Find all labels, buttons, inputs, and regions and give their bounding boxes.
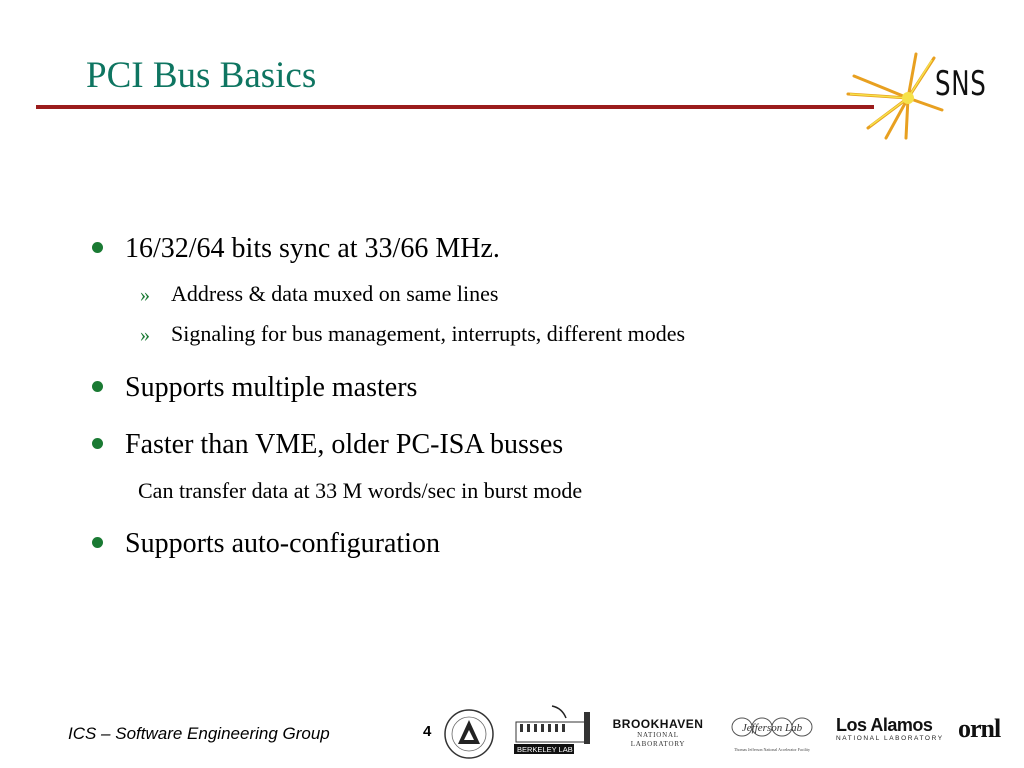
- los-alamos-logo: [836, 716, 944, 742]
- argonne-logo: [444, 706, 494, 762]
- bullet-dot: [92, 242, 103, 253]
- bullet-item: [92, 372, 417, 404]
- bullet-text: Faster than VME, older PC-ISA busses: [125, 429, 564, 460]
- bullet-dot: [92, 537, 103, 548]
- sub-bullet-item: [140, 321, 685, 347]
- los-alamos-name: Los Alamos: [836, 715, 933, 735]
- berkeley-lab-text: BERKELEY LAB: [517, 745, 573, 754]
- bullet-item: [92, 233, 500, 265]
- brookhaven-name: BROOKHAVEN: [612, 717, 704, 731]
- footer-group-name: ICS – Software Engineering Group: [68, 724, 330, 743]
- jefferson-swirl-icon: [722, 712, 822, 742]
- bullet-note: Can transfer data at 33 M words/sec in burst mode: [138, 478, 583, 503]
- berkeley-lab-logo: [512, 702, 594, 758]
- bullet-text: Supports auto-configuration: [125, 528, 440, 559]
- sub-bullet-marker: »: [140, 324, 150, 346]
- sub-bullet-item: [140, 281, 499, 307]
- bullet-text: 16/32/64 bits sync at 33/66 MHz.: [125, 233, 500, 264]
- sub-bullet-marker: »: [140, 284, 150, 306]
- title-rule: [36, 105, 874, 109]
- brookhaven-logo: [612, 718, 704, 749]
- bullet-dot: [92, 381, 103, 392]
- jefferson-sub: Thomas Jefferson National Accelerator Facility: [734, 747, 810, 752]
- bullet-dot: [92, 438, 103, 449]
- jefferson-name: Jefferson Lab: [741, 722, 803, 734]
- bullet-text: Supports multiple masters: [125, 372, 418, 403]
- jefferson-lab-logo: [722, 712, 822, 752]
- sub-bullet-text: Signaling for bus management, interrupts, different modes: [171, 321, 686, 346]
- brookhaven-sub: NATIONAL LABORATORY: [630, 731, 686, 748]
- sns-logo-text: SNS: [935, 64, 987, 104]
- sub-bullet-text: Address & data muxed on same lines: [171, 281, 499, 306]
- bullet-item: [92, 528, 440, 560]
- slide-title: PCI Bus Basics: [86, 55, 317, 96]
- ornl-text: ornl: [958, 714, 1001, 743]
- page-number: 4: [423, 723, 432, 740]
- ornl-logo: [958, 714, 1000, 744]
- los-alamos-sub: NATIONAL LABORATORY: [836, 735, 944, 742]
- bullet-item: [92, 429, 563, 461]
